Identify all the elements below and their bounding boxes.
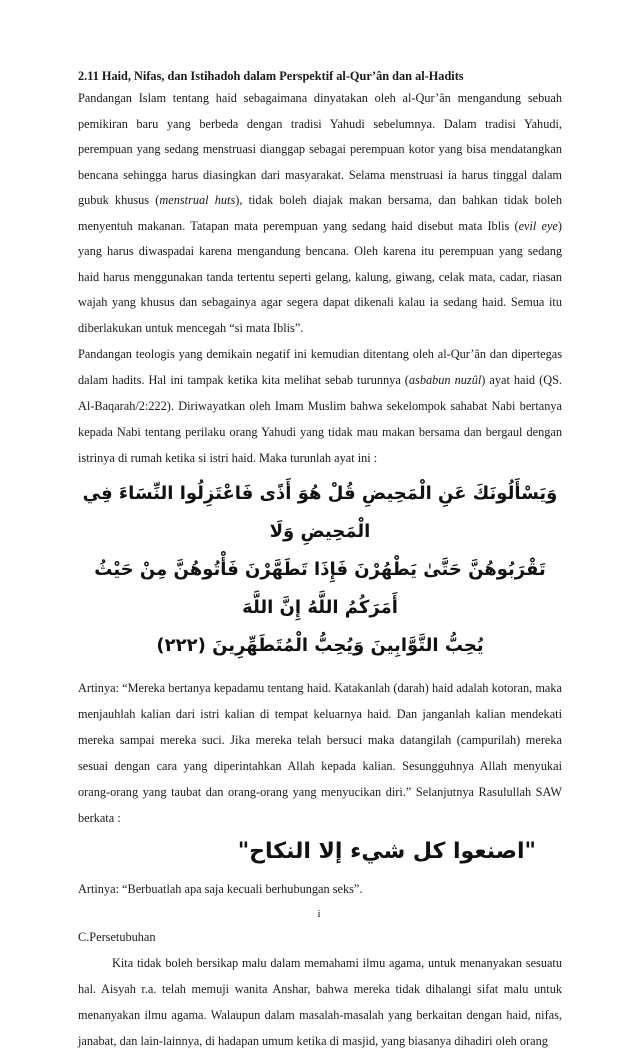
verse-line: تَقْرَبُوهُنَّ حَتَّىٰ يَطْهُرْنَ فَإِذَا تَطَهَّرْنَ فَأْتُوهُنَّ مِنْ حَيْثُ أَمَرَكُمُ اللَّهُ إِنَّ اللَّهَ	[94, 559, 546, 618]
verse-line: وَيَسْأَلُونَكَ عَنِ الْمَحِيضِ قُلْ هُوَ أَذًى فَاعْتَزِلُوا النِّسَاءَ فِي الْمَحِيضِ وَلَا	[82, 483, 558, 542]
text-run: ) ayat haid (QS. Al-Baqarah/2:222). Diriwayatkan oleh Imam Muslim bahwa sekelompok sahabat Nabi bertanya kepada Nabi tentang perilaku orang Yahudi yang tidak mau makan bersama dan bergaul dengan istrinya di rumah ketika si istri haid. Maka turunlah ayat ini :	[78, 373, 562, 465]
hadith-text: "اصنعوا كل شيء إلا النكاح"	[237, 839, 536, 864]
text-run: ) yang harus diwaspadai karena mengandung bencana. Oleh karena itu perempuan yang sedang haid harus menggunakan tanda tertentu seperti gelang, kalung, giwang, celak mata, cadar, riasan wajah yang khusus dan sebagainya agar segera dapat dikenali kalau ia sedang haid. Semua itu diberlakukan untuk mencegah “si mata Iblis”.	[78, 218, 562, 335]
section-heading: 2.11 Haid, Nifas, dan Istihadoh dalam Perspektif al-Qur’ân dan al-Hadits	[78, 69, 464, 83]
paragraph-translation: Artinya: “Mereka bertanya kepadamu tentang haid. Katakanlah (darah) haid adalah kotoran, maka menjauhlah kalian dari istri kalian di tempat keluarnya haid. Dan janganlah kalian mendekati mereka sampai mereka suci. Jika mereka telah bersuci maka datangilah (campurilah) mereka sesuai dengan cara yang diperintahkan Allah kepada kalian. Sesungguhnya Allah menyukai orang-orang yang taubat dan orang-orang yang menyucikan diri.” Selanjutnya Rasulullah SAW berkata :	[78, 681, 562, 825]
paragraph-hadith-translation: Artinya: “Berbuatlah apa saja kecuali berhubungan seks”.	[78, 882, 363, 896]
text-run: ), tidak boleh diajak makan bersama, dan bahkan tidak boleh menyentuh makanan. Tatapan mata perempuan yang sedang haid disebut mata Iblis (	[78, 193, 562, 233]
paragraph-jewish-tradition	[78, 86, 562, 341]
document-page	[78, 66, 562, 1054]
quran-verse-image	[78, 475, 562, 665]
italic-term: menstrual huts	[159, 193, 236, 207]
subsection-heading: C.Persetubuhan	[78, 930, 156, 944]
paragraph-persetubuhan: Kita tidak boleh bersikap malu dalam memahami ilmu agama, untuk menanyakan sesuatu hal. Aisyah r.a. telah memuji wanita Anshar, bahwa mereka tidak dihalangi sifat malu untuk menanyakan ilmu agama. Walaupun dalam masalah-masalah yang berkaitan dengan haid, nifas, janabat, dan lain-lainnya, di hadapan umum ketika di masjid, yang biasanya dihadiri oleh orang	[78, 956, 562, 1048]
page-number: i	[317, 908, 321, 920]
text-run: Pandangan teologis yang demikain negatif ini kemudian ditentang oleh al-Qur’ân dan dipertegas dalam hadits. Hal ini tampak ketika kita melihat sebab turunnya (	[78, 347, 562, 387]
italic-term: evil eye	[518, 218, 558, 233]
text-run: Pandangan Islam tentang haid sebagaimana dinyatakan oleh al-Qur’ân mengandung sebuah pemikiran baru yang berbeda dengan tradisi Yahudi sebelumnya. Dalam tradisi Yahudi, perempuan yang sedang menstruasi dianggap sebagai perempuan kotor yang bisa mendatangkan bencana sehingga harus diasingkan dari masyarakat. Selama menstruasi ia harus tinggal dalam gubuk khusus (	[78, 91, 562, 207]
verse-line: يُحِبُّ التَّوَّابِينَ وَيُحِبُّ الْمُتَطَهِّرِينَ (٢٢٢)	[156, 635, 484, 656]
paragraph-quran-view	[78, 341, 562, 471]
italic-term: asbabun nuzûl	[408, 373, 482, 387]
